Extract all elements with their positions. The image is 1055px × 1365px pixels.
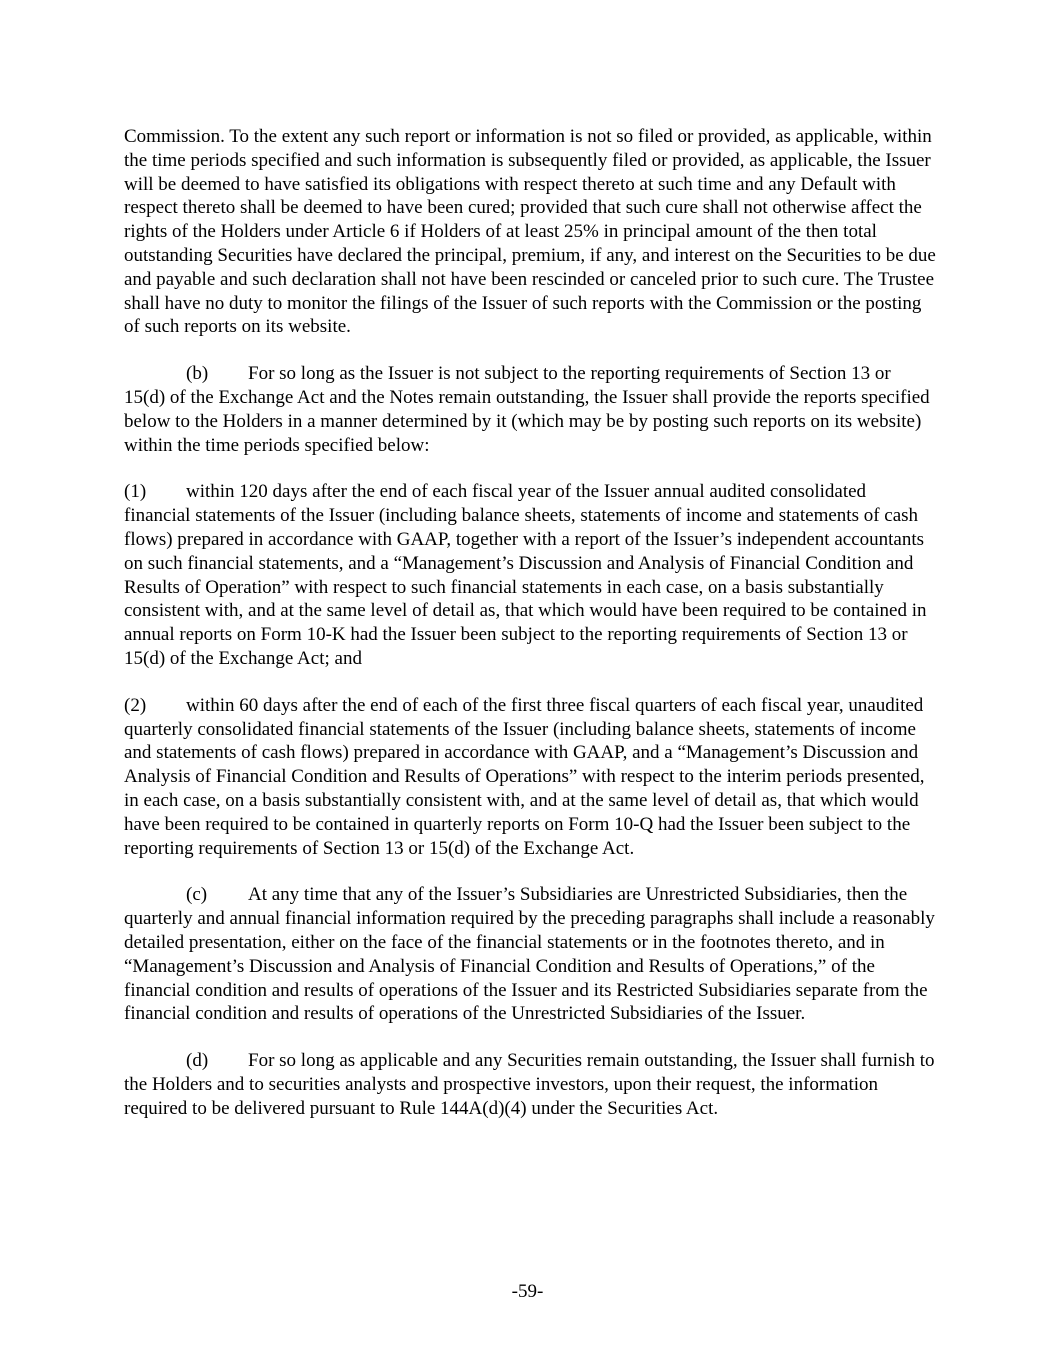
paragraph-1 (124, 480, 936, 670)
paragraph-text: within 60 days after the end of each of the first three fiscal quarters of each fiscal year, unaudited quarterly consolidated financial statements of the Issuer (including balance sheets, statements of income and statements of cash flows) prepared in accordance with GAAP, and a “Management’s Discussion and Analysis of Financial Condition and Results of Operations” with respect to the interim periods presented, in each case, on a basis substantially consistent with, and at the same level of detail as, that which would have been required to be contained in quarterly reports on Form 10-Q had the Issuer been subject to the reporting requirements of Section 13 or 15(d) of the Exchange Act. (124, 694, 925, 859)
paragraph-marker: (b) (186, 363, 209, 385)
paragraph-d (124, 1049, 936, 1120)
paragraph-continuation (124, 125, 936, 339)
paragraph-marker: (d) (186, 1050, 209, 1072)
paragraph-text: Commission. To the extent any such report or information is not so filed or provided, as applicable, within the time periods specified and such information is subsequently filed or provided, as applicable, the Issuer will be deemed to have satisfied its obligations with respect thereto at such time and any Default with respect thereto shall be deemed to have been cured; provided that such cure shall not otherwise affect the rights of the Holders under Article 6 if Holders of at least 25% in principal amount of the then total outstanding Securities have declared the principal, premium, if any, and interest on the Securities to be due and payable and such declaration shall not have been rescinded or canceled prior to such cure. The Trustee shall have no duty to monitor the filings of the Issuer of such reports with the Commission or the posting of such reports on its website. (124, 126, 936, 338)
paragraph-text: For so long as applicable and any Securities remain outstanding, the Issuer shall furnish to the Holders and to securities analysts and prospective investors, upon their request, the information required to be delivered pursuant to Rule 144A(d)(4) under the Securities Act. (124, 1050, 935, 1119)
paragraph-text: within 120 days after the end of each fiscal year of the Issuer annual audited consolidated financial statements of the Issuer (including balance sheets, statements of income and statements of cash flows) prepared in accordance with GAAP, together with a report of the Issuer’s independent accountants on such financial statements, and a “Management’s Discussion and Analysis of Financial Condition and Results of Operation” with respect to such financial statements in each case, on a basis substantially consistent with, and at the same level of detail as, that which would have been required to be contained in annual reports on Form 10-K had the Issuer been subject to the reporting requirements of Section 13 or 15(d) of the Exchange Act; and (124, 481, 927, 669)
document-body (124, 125, 936, 1143)
paragraph-b (124, 362, 936, 457)
paragraph-text: At any time that any of the Issuer’s Subsidiaries are Unrestricted Subsidiaries, then the quarterly and annual financial information required by the preceding paragraphs shall include a reasonably detailed presentation, either on the face of the financial statements or in the footnotes thereto, and in “Management’s Discussion and Analysis of Financial Condition and Results of Operations,” of the financial condition and results of operations of the Issuer and its Restricted Subsidiaries separate from the financial condition and results of operations of the Unrestricted Subsidiaries of the Issuer. (124, 884, 935, 1025)
paragraph-marker: (1) (124, 481, 147, 503)
page-number: -59- (511, 1281, 544, 1302)
paragraph-marker: (2) (124, 694, 147, 716)
paragraph-text: For so long as the Issuer is not subject to the reporting requirements of Section 13 or 15(d) of the Exchange Act and the Notes remain outstanding, the Issuer shall provide the reports specified below to the Holders in a manner determined by it (which may be by posting such reports on its website) within the time periods specified below: (124, 363, 930, 456)
paragraph-2 (124, 694, 936, 861)
paragraph-c (124, 883, 936, 1026)
paragraph-marker: (c) (186, 884, 208, 906)
